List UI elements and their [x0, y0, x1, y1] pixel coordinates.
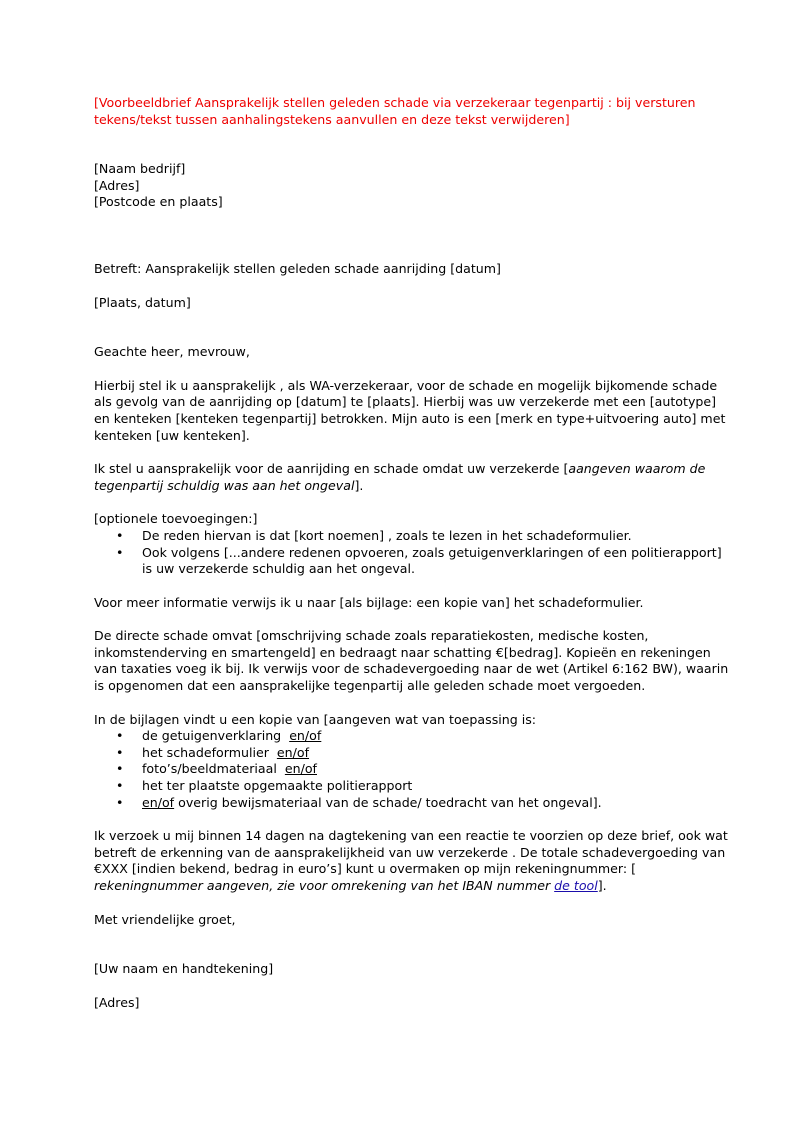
- list-item: • de getuigenverklaring en/of: [94, 728, 734, 745]
- recipient-block: [94, 161, 734, 211]
- list-item: • het schadeformulier en/of: [94, 745, 734, 762]
- list-item: • Ook volgens [...andere redenen opvoeren, zoals getuigenverklaringen of een politierapport] is uw verzekerde schuldig aan het ongeval.: [94, 545, 734, 578]
- optional-label: [optionele toevoegingen:]: [94, 511, 258, 527]
- letter-body: [94, 95, 734, 1011]
- place-date: [Plaats, datum]: [94, 294, 191, 310]
- subject-line: Betreft: Aansprakelijk stellen geleden schade aanrijding [datum]: [94, 260, 501, 276]
- salutation: Geachte heer, mevrouw,: [94, 344, 250, 360]
- paragraph-request: Ik verzoek u mij binnen 14 dagen na dagtekening van een reactie te voorzien op deze brief, ook wat betreft de erkenning van de aansprakelijkheid van uw verzekerde . De totale schadevergoeding van €XXX [indien bekend, bedrag in euro’s] kunt u overmaken op mijn rekeningnummer: [ rekeningnummer aangeven, zie voor omrekening van het IBAN nummer de tool].: [94, 828, 728, 893]
- signature: [Uw naam en handtekening]: [94, 961, 274, 977]
- template-instruction: [Voorbeeldbrief Aansprakelijk stellen geleden schade via verzekeraar tegenpartij : bij versturen tekens/tekst tussen aanhalingstekens aanvullen en deze tekst verwijderen]: [94, 95, 696, 127]
- sender-address: [Adres]: [94, 994, 140, 1010]
- tool-link[interactable]: de tool: [554, 878, 598, 893]
- list-item: • en/of overig bewijsmateriaal van de schade/ toedracht van het ongeval].: [94, 795, 734, 812]
- paragraph-liability: Hierbij stel ik u aansprakelijk , als WA-verzekeraar, voor de schade en mogelijk bijkomende schade als gevolg van de aanrijding op [datum] te [plaats]. Hierbij was uw verzekerde met een [autotype] en kenteken [kenteken tegenpartij] betrokken. Mijn auto is een [merk en type+uitvoering auto] met kenteken [uw kenteken].: [94, 377, 726, 443]
- attachments-list: [94, 728, 734, 811]
- attachments-label: In de bijlagen vindt u een kopie van [aangeven wat van toepassing is:: [94, 711, 537, 727]
- recipient-postcode: [Postcode en plaats]: [94, 194, 223, 210]
- optional-list: [94, 528, 734, 578]
- list-item: • het ter plaatste opgemaakte politierapport: [94, 778, 734, 795]
- list-item: • De reden hiervan is dat [kort noemen] , zoals te lezen in het schadeformulier.: [94, 528, 734, 545]
- recipient-address: [Adres]: [94, 177, 140, 193]
- paragraph-more-info: Voor meer informatie verwijs ik u naar [als bijlage: een kopie van] het schadeformulier.: [94, 594, 644, 610]
- list-item: • foto’s/beeldmateriaal en/of: [94, 761, 734, 778]
- recipient-company: [Naam bedrijf]: [94, 161, 186, 177]
- paragraph-reason: Ik stel u aansprakelijk voor de aanrijding en schade omdat uw verzekerde [aangeven waarom de tegenpartij schuldig was aan het ongeval].: [94, 461, 706, 493]
- paragraph-damage: De directe schade omvat [omschrijving schade zoals reparatiekosten, medische kosten, inkomstenderving en smartengeld] en bedraagt naar schatting €[bedrag]. Kopieën en rekeningen van taxaties voeg ik bij. Ik verwijs voor de schadevergoeding naar de wet (Artikel 6:162 BW), waarin is opgenomen dat een aansprakelijke tegenpartij alle geleden schade moet vergoeden.: [94, 628, 729, 694]
- closing: Met vriendelijke groet,: [94, 911, 236, 927]
